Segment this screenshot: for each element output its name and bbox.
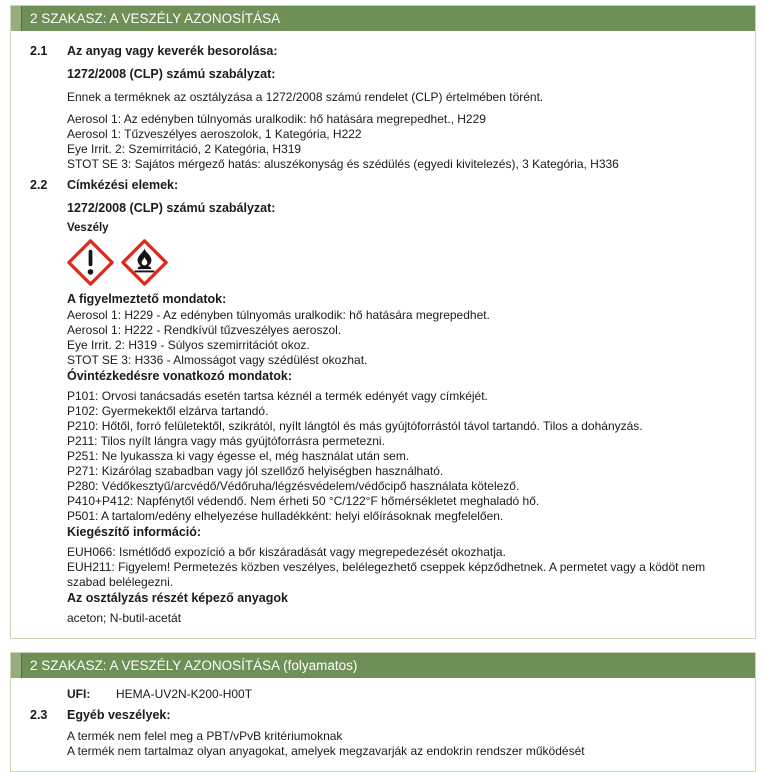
classification-item: Aerosol 1: Tűzveszélyes aeroszolok, 1 Kategória, H222 [67,127,362,141]
precautionary-statement: P210: Hőtől, forró felületektől, szikrától, nyílt lángtól és más gyújtóforrástól távol tartandó. Tilos a dohányzás. [67,419,643,433]
hazard-statement: Eye Irrit. 2: H319 - Súlyos szemirritációt okoz. [67,338,310,352]
classification-intro: Ennek a terméknek az osztályzása a 1272/2008 számú rendelet (CLP) értelmében törént. [67,90,544,104]
signal-word: Veszély [67,222,109,234]
precautionary-statement: P211: Tilos nyílt lángra vagy más gyújtóforrásra permetezni. [67,434,385,448]
clp-regulation-heading-2: 1272/2008 (CLP) számú szabályzat: [67,201,276,215]
hazard-statements-heading: A figyelmeztető mondatok: [67,292,227,306]
hazard-statement: STOT SE 3: H336 - Almosságot vagy szédülést okozhat. [67,353,368,367]
ghs-pictogram-row [67,239,741,286]
section-2-header-title: 2 SZAKASZ: A VESZÉLY AZONOSÍTÁSA [30,11,281,26]
section-2-box [10,5,756,639]
header-bar-sliver [11,6,22,31]
subsection-2-1-heading-row [11,44,741,58]
supplementary-info-heading: Kiegészítő információ: [67,525,202,539]
subsection-2-1-number: 2.1 [30,44,48,58]
classification-item: Aerosol 1: Az edényben túlnyomás uralkodik: hő hatására megrepedhet., H229 [67,112,486,126]
subsection-2-3-title: Egyéb veszélyek: [67,708,171,722]
precautionary-statements-heading: Óvintézkedésre vonatkozó mondatok: [67,369,293,383]
supplementary-info-list [67,545,741,590]
precautionary-statement: P271: Kizárólag szabadban vagy jól szellőző helyiségben használható. [67,464,444,478]
subsection-2-1-title: Az anyag vagy keverék besorolása: [67,44,278,58]
subsection-2-2-title: Címkézési elemek: [67,178,179,192]
classification-components-value: aceton; N-butil-acetát [67,611,182,625]
ghs02-flame-icon [121,239,168,286]
hazard-statement: Aerosol 1: H222 - Rendkívül tűzveszélyes aeroszol. [67,323,342,337]
precautionary-statement: P501: A tartalom/edény elhelyezése hulladékként: helyi előírásoknak megfelelően. [67,509,504,523]
supplementary-statement: EUH211: Figyelem! Permetezés közben veszélyes, belélegezhető cseppek képződhetnek. A permetet vagy a ködöt nem szabad belélegezni. [67,560,706,589]
section-2-continued-content [11,687,755,771]
ghs07-exclamation-mark-icon [67,239,114,286]
subsection-2-3-heading-row [11,708,741,722]
ufi-value: HEMA-UV2N-K200-H00T [116,687,253,701]
precautionary-statement: P280: Védőkesztyű/arcvédő/Védőruha/légzésvédelem/védőcipő használata kötelező. [67,479,520,493]
precautionary-statements-list [67,389,741,524]
supplementary-statement: EUH066: Ismétlődő expozíció a bőr kiszáradását vagy megrepedezését okozhatja. [67,545,506,559]
section-2-continued-header-title: 2 SZAKASZ: A VESZÉLY AZONOSÍTÁSA (folyamatos) [30,658,358,673]
other-hazard-statement: A termék nem tartalmaz olyan anyagokat, amelyek megzavarják az endokrin rendszer működését [67,744,585,758]
precautionary-statement: P101: Orvosi tanácsadás esetén tartsa kéznél a termék edényét vagy címkéjét. [67,389,488,403]
ufi-label: UFI: [67,687,91,701]
header-bar-sliver [11,653,22,678]
classification-item: STOT SE 3: Sajátos mérgező hatás: aluszékonyság és szédülés (egyedi kivitelezés), 3 Kategória, H336 [67,157,619,171]
classification-list [67,112,741,172]
precautionary-statement: P410+P412: Napfénytől védendő. Nem érheti 50 °C/122°F hőmérsékletet meghaladó hő. [67,494,540,508]
section-2-continued-box [10,652,756,772]
hazard-statement: Aerosol 1: H229 - Az edényben túlnyomás uralkodik: hő hatására megrepedhet. [67,308,490,322]
section-2-content [11,44,755,638]
ufi-row [67,687,741,702]
other-hazard-statement: A termék nem felel meg a PBT/vPvB kritériumoknak [67,729,343,743]
subsection-2-3-number: 2.3 [30,708,48,722]
other-hazards-list [67,729,741,759]
precautionary-statement: P251: Ne lyukassza ki vagy égesse el, még használat után sem. [67,449,410,463]
section-2-header-bar [11,6,755,31]
subsection-2-2-number: 2.2 [30,178,48,192]
clp-regulation-heading-1: 1272/2008 (CLP) számú szabályzat: [67,67,276,81]
precautionary-statement: P102: Gyermekektől elzárva tartandó. [67,404,269,418]
classification-item: Eye Irrit. 2: Szemirritáció, 2 Kategória, H319 [67,142,302,156]
classification-components-heading: Az osztályzás részét képező anyagok [67,591,288,605]
hazard-statements-list [67,308,741,368]
section-2-continued-header-bar [11,653,755,678]
subsection-2-2-heading-row [11,178,741,192]
